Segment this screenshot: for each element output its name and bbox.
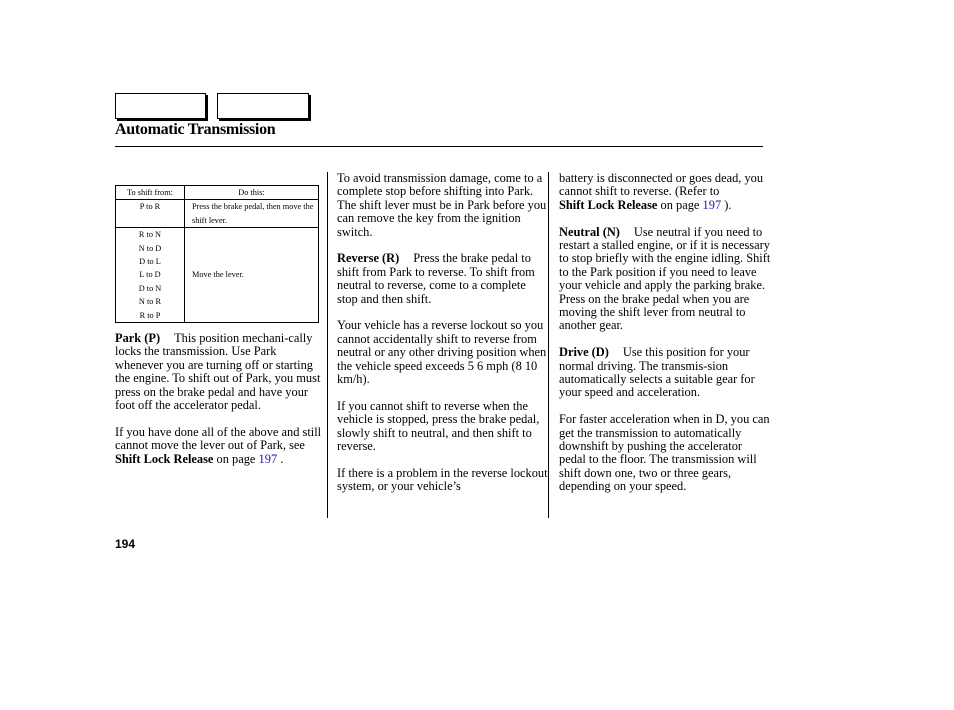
shift-lock-paragraph — [115, 426, 327, 466]
battery-paragraph — [559, 172, 771, 212]
drive-paragraph — [559, 346, 771, 400]
p2-text: If you have done all of the above and still cannot move the lever out of Park, see — [115, 424, 322, 453]
park-paragraph — [115, 332, 327, 412]
title-rule — [115, 146, 763, 147]
page-197-link[interactable]: 197 — [702, 197, 722, 212]
shift-lock-release-link[interactable]: Shift Lock Release — [559, 197, 658, 212]
reverse-lockout-paragraph: Your vehicle has a reverse lockout so you cannot accidentally shift to reverse from neutral or any other driving position when the vehicle speed exceeds 5 6 mph (8 10 km/h). — [337, 318, 547, 387]
column-1 — [115, 332, 327, 479]
neutral-heading: Neutral (N) — [559, 224, 620, 239]
shift-table — [115, 185, 319, 323]
drive-text: Use this position for your normal driving. The transmis-sion automatically selects a suitable gear for your speed and acceleration. — [559, 345, 755, 400]
neutral-paragraph — [559, 226, 771, 333]
table-row — [116, 228, 319, 323]
shift-item: L to D — [139, 270, 161, 280]
column-divider-1 — [327, 172, 328, 518]
reverse-text: Press the brake pedal to shift from Park to reverse. To shift from neutral to reverse, come to a complete stop and then shift. — [337, 251, 535, 306]
shift-item: N to R — [138, 297, 162, 307]
table-cell-action: Move the lever. — [185, 228, 319, 323]
p2-on: on page — [216, 451, 256, 466]
p1-end: ). — [724, 197, 732, 212]
park-heading: Park (P) — [115, 331, 161, 345]
page-number: 194 — [115, 537, 136, 551]
page-title: Automatic Transmission — [115, 121, 276, 138]
table-cell-from — [116, 200, 185, 228]
nav-tab-box-2[interactable] — [217, 93, 309, 119]
shift-item: D to L — [139, 257, 161, 267]
shift-item: P to R — [139, 202, 161, 212]
shift-item: R to P — [139, 310, 161, 320]
reverse-stopped-paragraph: If you cannot shift to reverse when the vehicle is stopped, press the brake pedal, slowly shift to neutral, and then shift to reverse. — [337, 398, 540, 454]
downshift-paragraph: For faster acceleration when in D, you can get the transmission to automatically downshift by pushing the accelerator pedal to the floor. The transmission will shift down one, two or three gears, depending on your speed. — [559, 412, 770, 494]
table-header-row — [116, 186, 319, 200]
table-cell-from — [116, 228, 185, 323]
park-damage-paragraph: To avoid transmission damage, come to a complete stop before shifting into Park. The shift lever must be in Park before you can remove the key from the ignition switch. — [337, 171, 547, 239]
nav-tab-box-1[interactable] — [115, 93, 206, 119]
p2-end: . — [280, 451, 284, 466]
reverse-paragraph — [337, 252, 549, 306]
table-cell-action: Press the brake pedal, then move the shift lever. — [185, 200, 319, 228]
table-header-action: Do this: — [185, 186, 319, 200]
column-2 — [337, 172, 549, 507]
p1-text: battery is disconnected or goes dead, you cannot shift to reverse. (Refer to — [559, 171, 764, 199]
shift-item: N to D — [138, 243, 162, 253]
shift-item: D to N — [138, 283, 162, 293]
drive-heading: Drive (D) — [559, 345, 609, 360]
shift-item: R to N — [138, 230, 162, 240]
column-3 — [559, 172, 771, 507]
p1-on: on page — [660, 197, 700, 212]
page-197-link[interactable]: 197 — [258, 451, 278, 466]
lockout-problem-paragraph: If there is a problem in the reverse lockout system, or your vehicle’s — [337, 465, 548, 494]
table-header-from: To shift from: — [116, 186, 185, 200]
park-text: This position mechani-cally locks the transmission. Use Park whenever you are turning off or starting the engine. To shift out of Park, you must press on the brake pedal and have your foot off the accelerator pedal. — [115, 331, 321, 413]
table-row — [116, 200, 319, 228]
reverse-heading: Reverse (R) — [337, 251, 400, 266]
neutral-text: Use neutral if you need to restart a stalled engine, or if it is necessary to stop briefly with the engine idling. Shift to the Park position if you need to leave your vehicle and apply the parking brake. Press on the brake pedal when you are moving the shift lever from neutral to another gear. — [559, 224, 771, 333]
shift-lock-release-link[interactable]: Shift Lock Release — [115, 451, 214, 466]
